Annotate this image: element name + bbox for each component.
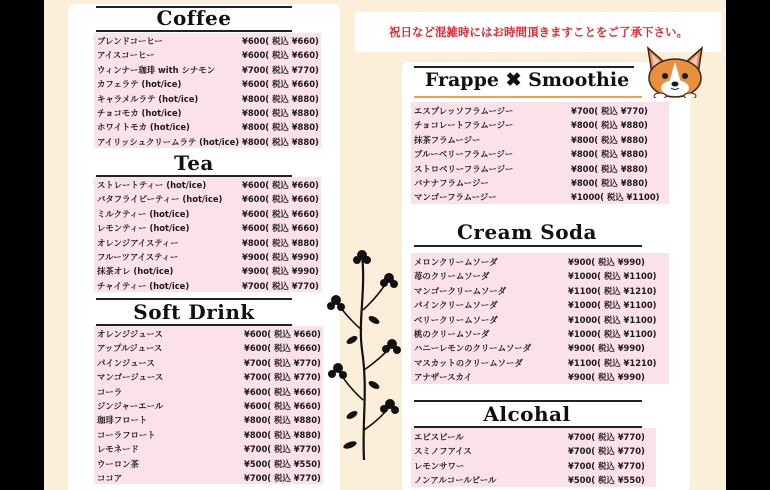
menu-item [411,355,669,369]
flower-vine-icon [322,250,406,460]
cream-soda-list [411,253,669,384]
menu-item [94,119,321,133]
menu-item-name: マスカットのクリームソーダ [414,357,523,368]
menu-item-price: ¥600( 税込 ¥660) [242,194,319,205]
menu-item-price: ¥700( 税込 ¥770) [244,444,321,455]
menu-item-price: ¥800( 税込 ¥880) [242,136,319,147]
menu-item-price: ¥600( 税込 ¥660) [242,36,319,46]
menu-item-price: ¥800( 税込 ¥880) [242,107,319,118]
menu-item-name: ストレートティー (hot/ice) [97,180,207,190]
menu-item-name: ウィンナー珈琲 with シナモン [97,64,216,75]
menu-item-name: チョコモカ (hot/ice) [97,107,182,118]
menu-item-price: ¥1000( 税込 ¥1100) [568,271,657,282]
menu-item-price: ¥900( 税込 ¥990) [568,257,645,267]
menu-item-name: マンゴージュース [97,372,164,383]
menu-item-price: ¥900( 税込 ¥990) [568,372,645,383]
menu-item [94,62,321,76]
menu-item-name: カフェラテ (hot/ice) [97,79,182,90]
menu-item [94,340,323,354]
menu-item-name: ミルクティー (hot/ice) [97,208,190,219]
menu-item-price: ¥700( 税込 ¥770) [571,106,648,116]
menu-item [94,177,321,191]
menu-item-name: コーラフロート [97,429,156,440]
menu-item-price: ¥800( 税込 ¥880) [242,237,319,248]
menu-item [94,134,321,148]
menu-item-name: オレンジアイスティー [97,237,179,248]
menu-item-price: ¥1000( 税込 ¥1100) [571,192,660,203]
menu-item-price: ¥800( 税込 ¥880) [244,429,321,440]
menu-item [94,384,323,398]
menu-item [94,326,323,340]
menu-item [411,326,669,340]
alcohal-title: Alcohal [483,402,571,426]
frappe-underline [414,96,642,98]
menu-item-price: ¥600( 税込 ¥660) [242,79,319,90]
menu-item [94,263,321,277]
menu-item [94,369,323,383]
menu-item-name: アップルジュース [97,343,163,354]
menu-item-name: パインクリームソーダ [414,300,498,311]
menu-item [411,268,669,282]
menu-item [94,470,323,484]
menu-item [411,103,669,117]
menu-item-price: ¥700( 税込 ¥770) [244,472,321,483]
menu-item-name: ノンアルコールビール [414,475,497,486]
menu-item [94,441,323,455]
menu-item-price: ¥1100( 税込 ¥1210) [568,357,657,368]
menu-item-price: ¥600( 税込 ¥660) [244,386,321,397]
frappe-title: Frappe ✖ Smoothie [424,69,630,91]
menu-item-name: ハニーレモンのクリームソーダ [414,343,532,354]
menu-item-price: ¥900( 税込 ¥990) [242,251,319,262]
menu-item-name: レモンサワー [414,460,465,471]
menu-item-price: ¥600( 税込 ¥660) [242,223,319,234]
menu-item [94,355,323,369]
corgi-icon [640,40,710,98]
menu-item-price: ¥600( 税込 ¥660) [244,343,321,354]
menu-item-name: ベリークリームソーダ [414,314,498,325]
menu-item-name: チョコレートフラムージー [414,120,514,131]
menu-item [411,146,669,160]
menu-item-name: バタフライピーティー (hot/ice) [97,194,223,205]
menu-item [411,175,669,189]
menu-item-name: コーラ [97,386,123,397]
menu-item-price: ¥1000( 税込 ¥1100) [568,300,657,311]
menu-item-name: レモネード [97,444,139,455]
menu-item-price: ¥600( 税込 ¥660) [244,329,321,339]
menu-item-price: ¥800( 税込 ¥880) [242,93,319,104]
coffee-underline [96,30,292,32]
menu-item [94,206,321,220]
tea-list [94,177,321,292]
menu-item-name: 抹茶フラムージー [414,134,481,145]
menu-item-name: 苺のクリームソーダ [414,271,490,282]
menu-item-name: ブレンドコーヒー [97,36,163,46]
menu-item-price: ¥600( 税込 ¥660) [242,50,319,61]
coffee-title: Coffee [156,6,232,30]
menu-item-name: スミノフアイス [414,446,472,457]
menu-item-price: ¥800( 税込 ¥880) [571,134,648,145]
menu-item-name: キャラメルラテ (hot/ice) [97,93,199,104]
menu-item [94,412,323,426]
menu-item-price: ¥800( 税込 ¥880) [244,415,321,426]
menu-item-price: ¥800( 税込 ¥880) [242,122,319,133]
menu-item-price: ¥700( 税込 ¥770) [244,372,321,383]
menu-item-name: アイリッシュクリームラテ (hot/ice) [97,136,240,147]
menu-item-price: ¥700( 税込 ¥770) [242,64,319,75]
menu-item-name: アイスコーヒー [97,50,155,61]
menu-item-price: ¥700( 税込 ¥770) [568,460,645,471]
menu-item-price: ¥800( 税込 ¥880) [571,149,648,160]
menu-item [94,33,321,47]
menu-item-price: ¥900( 税込 ¥990) [568,343,645,354]
frappe-list [411,102,669,204]
alcohal-list [411,428,656,487]
menu-item [94,220,321,234]
menu-item [411,443,656,457]
soft-drink-title: Soft Drink [133,300,255,324]
menu-item-name: ストロベリーフラムージー [414,163,514,174]
menu-item [411,312,669,326]
menu-item-name: エビスビール [414,432,464,442]
menu-item-price: ¥1100( 税込 ¥1210) [568,285,657,296]
menu-item-price: ¥700( 税込 ¥770) [242,280,319,291]
menu-item [94,47,321,61]
menu-item [94,76,321,90]
menu-item [94,191,321,205]
menu-item [94,249,321,263]
notice-banner: 祝日など混雑時にはお時間頂きますことをご了承下さい。 [355,12,722,52]
menu-item-name: 抹茶オレ (hot/ice) [97,266,174,277]
cream-soda-underline [414,245,642,247]
menu-item [411,117,669,131]
menu-item-price: ¥600( 税込 ¥660) [242,208,319,219]
menu-item-price: ¥600( 税込 ¥660) [242,180,319,190]
menu-item-name: レモンティー (hot/ice) [97,223,190,234]
menu-item-price: ¥700( 税込 ¥770) [244,357,321,368]
menu-item [94,427,323,441]
menu-item-name: メロンクリームソーダ [414,257,498,267]
menu-item-price: ¥1000( 税込 ¥1100) [568,328,657,339]
menu-item-name: フルーツアイスティー [97,251,179,262]
menu-item-name: マンゴーフラムージー [414,192,497,203]
menu-item-price: ¥700( 税込 ¥770) [568,432,645,442]
menu-item [411,340,669,354]
menu-item-price: ¥900( 税込 ¥990) [242,266,319,277]
cream-soda-title: Cream Soda [457,220,597,244]
menu-item-name: マンゴークリームソーダ [414,285,507,296]
menu-item [411,189,669,203]
menu-item [411,369,669,383]
menu-item-price: ¥800( 税込 ¥880) [571,120,648,131]
soft-drink-list [94,326,323,484]
menu-item [94,278,321,292]
menu-item-price: ¥700( 税込 ¥770) [568,446,645,457]
menu-item-name: バナナフラムージー [414,177,489,188]
menu-item-name: 桃のクリームソーダ [414,328,490,339]
menu-item-name: ブルーベリーフラムージー [414,149,514,160]
menu-item-name: ココア [97,472,123,483]
menu-item-name: エスプレッソフラムージー [414,106,514,116]
menu-item-price: ¥500( 税込 ¥550) [568,475,645,486]
menu-item [411,283,669,297]
menu-item-name: 珈琲フロート [97,415,148,426]
menu-item-name: オレンジジュース [97,329,163,339]
menu-item [411,429,656,443]
menu-item [411,472,656,486]
menu-item [94,235,321,249]
menu-item [94,91,321,105]
menu-item [411,297,669,311]
tea-title: Tea [174,151,214,175]
menu-item-price: ¥800( 税込 ¥880) [571,163,648,174]
coffee-list [94,33,321,148]
menu-item-name: ウーロン茶 [97,458,139,469]
menu-item [411,161,669,175]
menu-item-price: ¥1000( 税込 ¥1100) [568,314,657,325]
menu-item [94,105,321,119]
menu-page [44,0,726,490]
menu-item-name: チャイティー (hot/ice) [97,280,190,291]
menu-item-name: アナザースカイ [414,372,472,383]
menu-item-name: ジンジャーエール [97,400,164,411]
menu-item-price: ¥600( 税込 ¥660) [244,400,321,411]
menu-item [411,254,669,268]
menu-item-price: ¥500( 税込 ¥550) [244,458,321,469]
menu-item [94,398,323,412]
menu-item [94,456,323,470]
menu-item-name: ホワイトモカ (hot/ice) [97,122,190,133]
menu-item-price: ¥800( 税込 ¥880) [571,177,648,188]
menu-item-name: パインジュース [97,357,155,368]
menu-item [411,458,656,472]
menu-item [411,132,669,146]
